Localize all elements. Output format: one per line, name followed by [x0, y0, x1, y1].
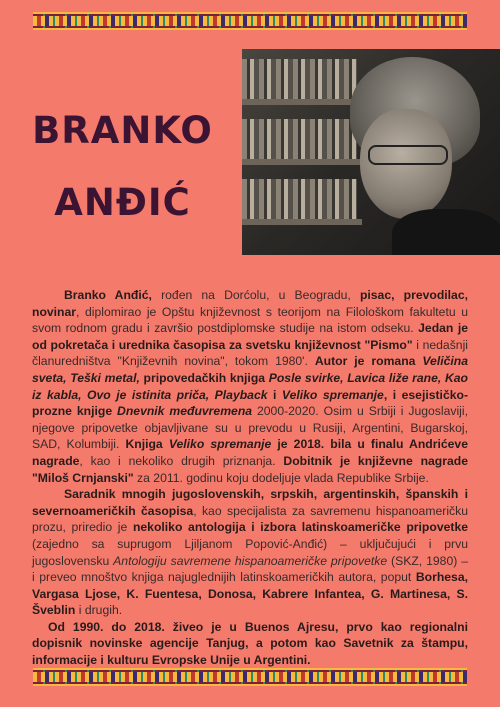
bio-text-segment: , i esejističko-prozne knjige — [32, 387, 468, 419]
bio-text-segment: rođen na Dorćolu, u Beogradu, — [151, 288, 360, 302]
bio-paragraph-1 — [32, 287, 468, 486]
bio-text-segment: Od 1990. do 2018. živeo je u Buenos Ajresu, prvo kao regionalni dopisnik novinske agencije Tanjug, a potom kao Savetnik za štampu, informacije i kulturu Evropske Unije u Argentini. — [32, 619, 468, 668]
bio-text-segment: za 2011. godinu koju dodeljuje vlada Republike Srbije. — [133, 470, 429, 485]
bio-text-segment: (zajedno sa suprugom Ljiljanom Popović-Anđić) – uključujući i prvu jugoslovensku — [32, 536, 468, 568]
bio-text-segment: Veliko spremanje — [168, 437, 272, 452]
decorative-border-top — [33, 12, 467, 30]
bio-text-segment: , kao specijalista za savremenu hispanoameričku prozu, priredio je — [32, 503, 468, 535]
bio-text-segment: i nedašnji članuredništva "Književnih novina", tokom 1980'. — [32, 337, 468, 369]
bio-text-segment: Knjiga — [125, 437, 169, 452]
bio-text-segment: i — [267, 387, 282, 402]
author-last-name: ANĐIĆ — [54, 181, 191, 224]
bio-text-segment: Antologiju savremene hispanoameričke pripovetke — [113, 553, 388, 568]
bio-text-segment: Posle svirke, Lavica liže rane, Kao iz kabla, Ovo je istinita priča, Playback — [32, 370, 468, 402]
biography — [32, 287, 468, 669]
bio-text-segment: pisac, prevodilac, novinar — [32, 288, 468, 319]
bio-paragraph-2 — [32, 486, 468, 619]
bio-text-segment: Branko Anđić, — [64, 288, 152, 302]
bio-text-segment: Autor je romana — [314, 354, 423, 369]
bio-paragraph-3 — [32, 619, 468, 669]
bio-text-segment: (SKZ, 1980) – i preveo mnoštvo knjiga najuglednijih latinskoameričkih autora, poput — [32, 553, 468, 585]
bio-text-segment: 2000-2020. Osim u Srbiji i Jugoslaviji, njegove pripovetke objavljivane su u prevodu u Rusiji, Argentini, Bugarskoj, SAD, Kolumbiji. — [32, 404, 468, 452]
bio-text-segment: , diplomirao je Opštu književnost s teorijom na Filološkom fakultetu u svom rodnom gradu i završio postdiplomske studije na istom odseku. — [32, 304, 468, 336]
bio-text-segment: i drugih. — [75, 603, 123, 618]
decorative-border-bottom — [33, 668, 467, 686]
bio-text-segment: , kao i nekoliko drugih priznanja. — [79, 453, 284, 468]
author-photo — [242, 49, 500, 255]
bio-text-segment: Dnevnik međuvremena — [117, 404, 253, 419]
author-name — [20, 95, 225, 239]
bio-text-segment: Saradnik mnogih jugoslovenskih, srpskih, argentinskih, španskih i severnoameričkih časopisa — [32, 487, 468, 518]
bio-text-segment: Dobitnik je književne nagrade "Miloš Crnjanski" — [32, 453, 468, 485]
author-first-name: BRANKO — [32, 109, 213, 152]
bio-text-segment: Veliko spremanje — [281, 387, 384, 402]
bio-text-segment: Jedan je od pokretača i urednika časopisa za svetsku književnost "Pismo" — [32, 321, 468, 352]
bio-text-segment: Borhesa, Vargasa Ljose, K. Fuentesa, Donosa, Kabrere Infantea, G. Martinesa, S. Šveblin — [32, 570, 468, 618]
bio-text-segment: je 2018. bila u finalu Andrićeve nagrade — [32, 437, 468, 468]
bio-text-segment: Veličina sveta, Teški metal, — [32, 354, 468, 385]
bio-text-segment: nekoliko antologija i izbora latinskoameričke pripovetke — [132, 520, 468, 535]
bio-text-segment: pripovedačkih knjiga — [139, 370, 269, 385]
